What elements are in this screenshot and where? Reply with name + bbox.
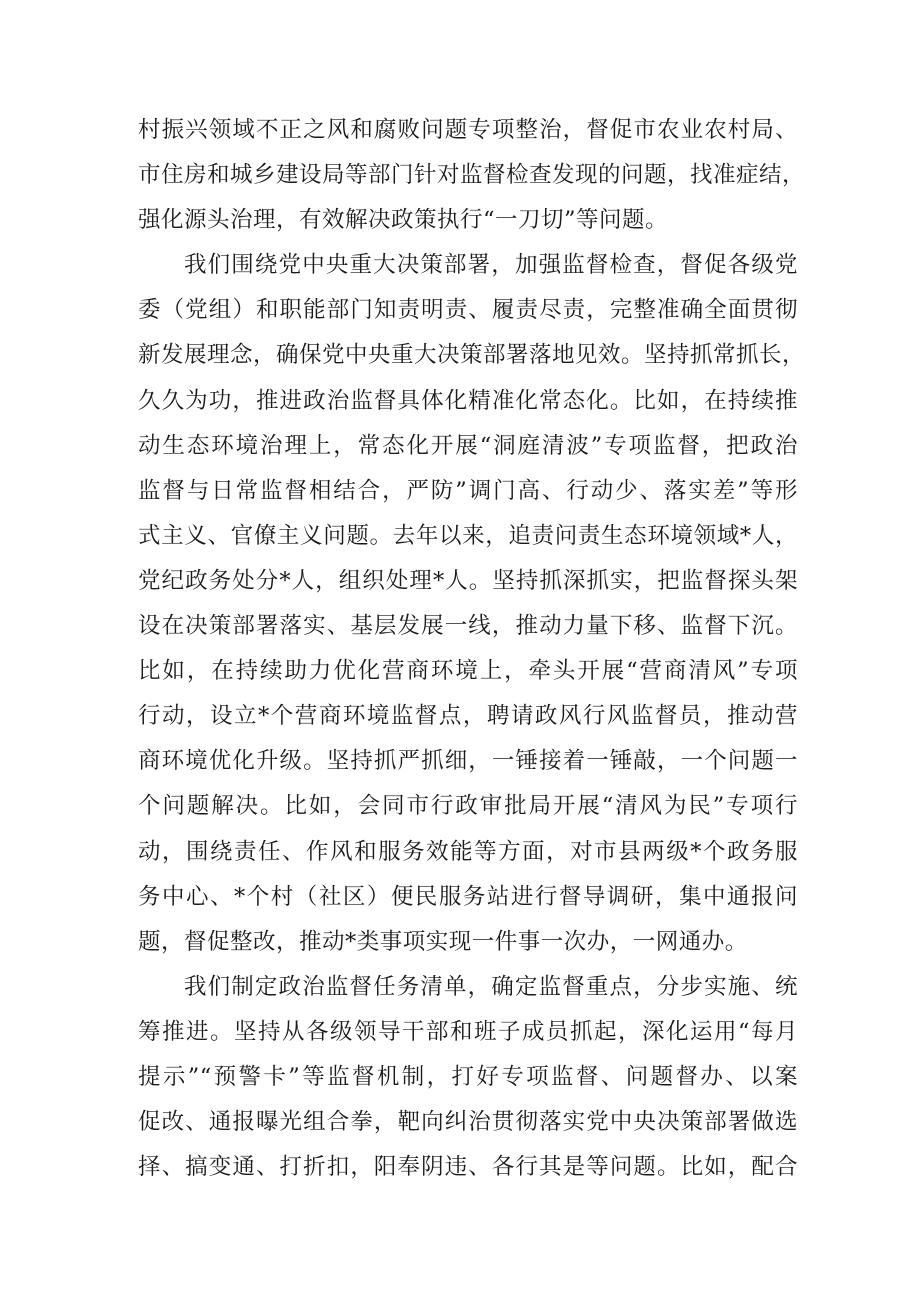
text-line: 动生态环境治理上，常态化开展“洞庭清波”专项监督，把政治 [138, 432, 798, 459]
text-line: 我们制定政治监督任务清单，确定监督重点，分步实施、统 [184, 973, 798, 1000]
text-line: 比如，在持续助力优化营商环境上，牵头开展“营商清风”专项 [138, 658, 798, 685]
text-line: 行动，设立*个营商环境监督点，聘请政风行风监督员，推动营 [138, 703, 798, 730]
text-line: 村振兴领域不正之风和腐败问题专项整治，督促市农业农村局、 [138, 117, 798, 143]
text-line: 强化源头治理，有效解决政策执行“一刀切”等问题。 [138, 207, 669, 234]
text-line: 个问题解决。比如，会同市行政审批局开展“清风为民”专项行 [138, 793, 798, 820]
paragraph [138, 108, 806, 243]
text-line: 务中心、*个村（社区）便民服务站进行督导调研，集中通报问 [138, 883, 798, 910]
text-line: 式主义、官僚主义问题。去年以来，追责问责生态环境领域*人， [138, 522, 798, 549]
text-line: 市住房和城乡建设局等部门针对监督检查发现的问题，找准症结， [138, 162, 806, 189]
paragraph [138, 243, 806, 965]
text-line: 设在决策部署落实、基层发展一线，推动力量下移、监督下沉。 [138, 613, 798, 640]
text-line: 促改、通报曝光组合拳，靶向纠治贯彻落实党中央决策部署做选 [138, 1109, 798, 1136]
text-line: 提示”“预警卡”等监督机制，打好专项监督、问题督办、以案 [138, 1063, 798, 1090]
text-line: 久久为功，推进政治监督具体化精准化常态化。比如，在持续推 [138, 387, 798, 414]
text-line: 新发展理念，确保党中央重大决策部署落地见效。坚持抓常抓长， [138, 342, 806, 369]
paragraph [138, 965, 798, 1190]
text-line: 监督与日常监督相结合，严防”调门高、行动少、落实差”等形 [138, 477, 798, 504]
text-line: 择、搞变通、打折扣，阳奉阴违、各行其是等问题。比如，配合 [138, 1154, 798, 1181]
text-line: 商环境优化升级。坚持抓严抓细，一锤接着一锤敲，一个问题一 [138, 748, 798, 775]
text-line: 题，督促整改，推动*类事项实现一件事一次办，一网通办。 [138, 928, 748, 955]
text-line: 我们围绕党中央重大决策部署，加强监督检查，督促各级党 [184, 252, 798, 279]
body-text [138, 108, 806, 1190]
text-line: 筹推进。坚持从各级领导干部和班子成员抓起，深化运用“每月 [138, 1018, 798, 1045]
text-line: 党纪政务处分*人，组织处理*人。坚持抓深抓实，把监督探头架 [138, 567, 798, 594]
text-line: 动，围绕责任、作风和服务效能等方面，对市县两级*个政务服 [138, 838, 798, 865]
text-line: 委（党组）和职能部门知责明责、履责尽责，完整准确全面贯彻 [138, 297, 798, 324]
